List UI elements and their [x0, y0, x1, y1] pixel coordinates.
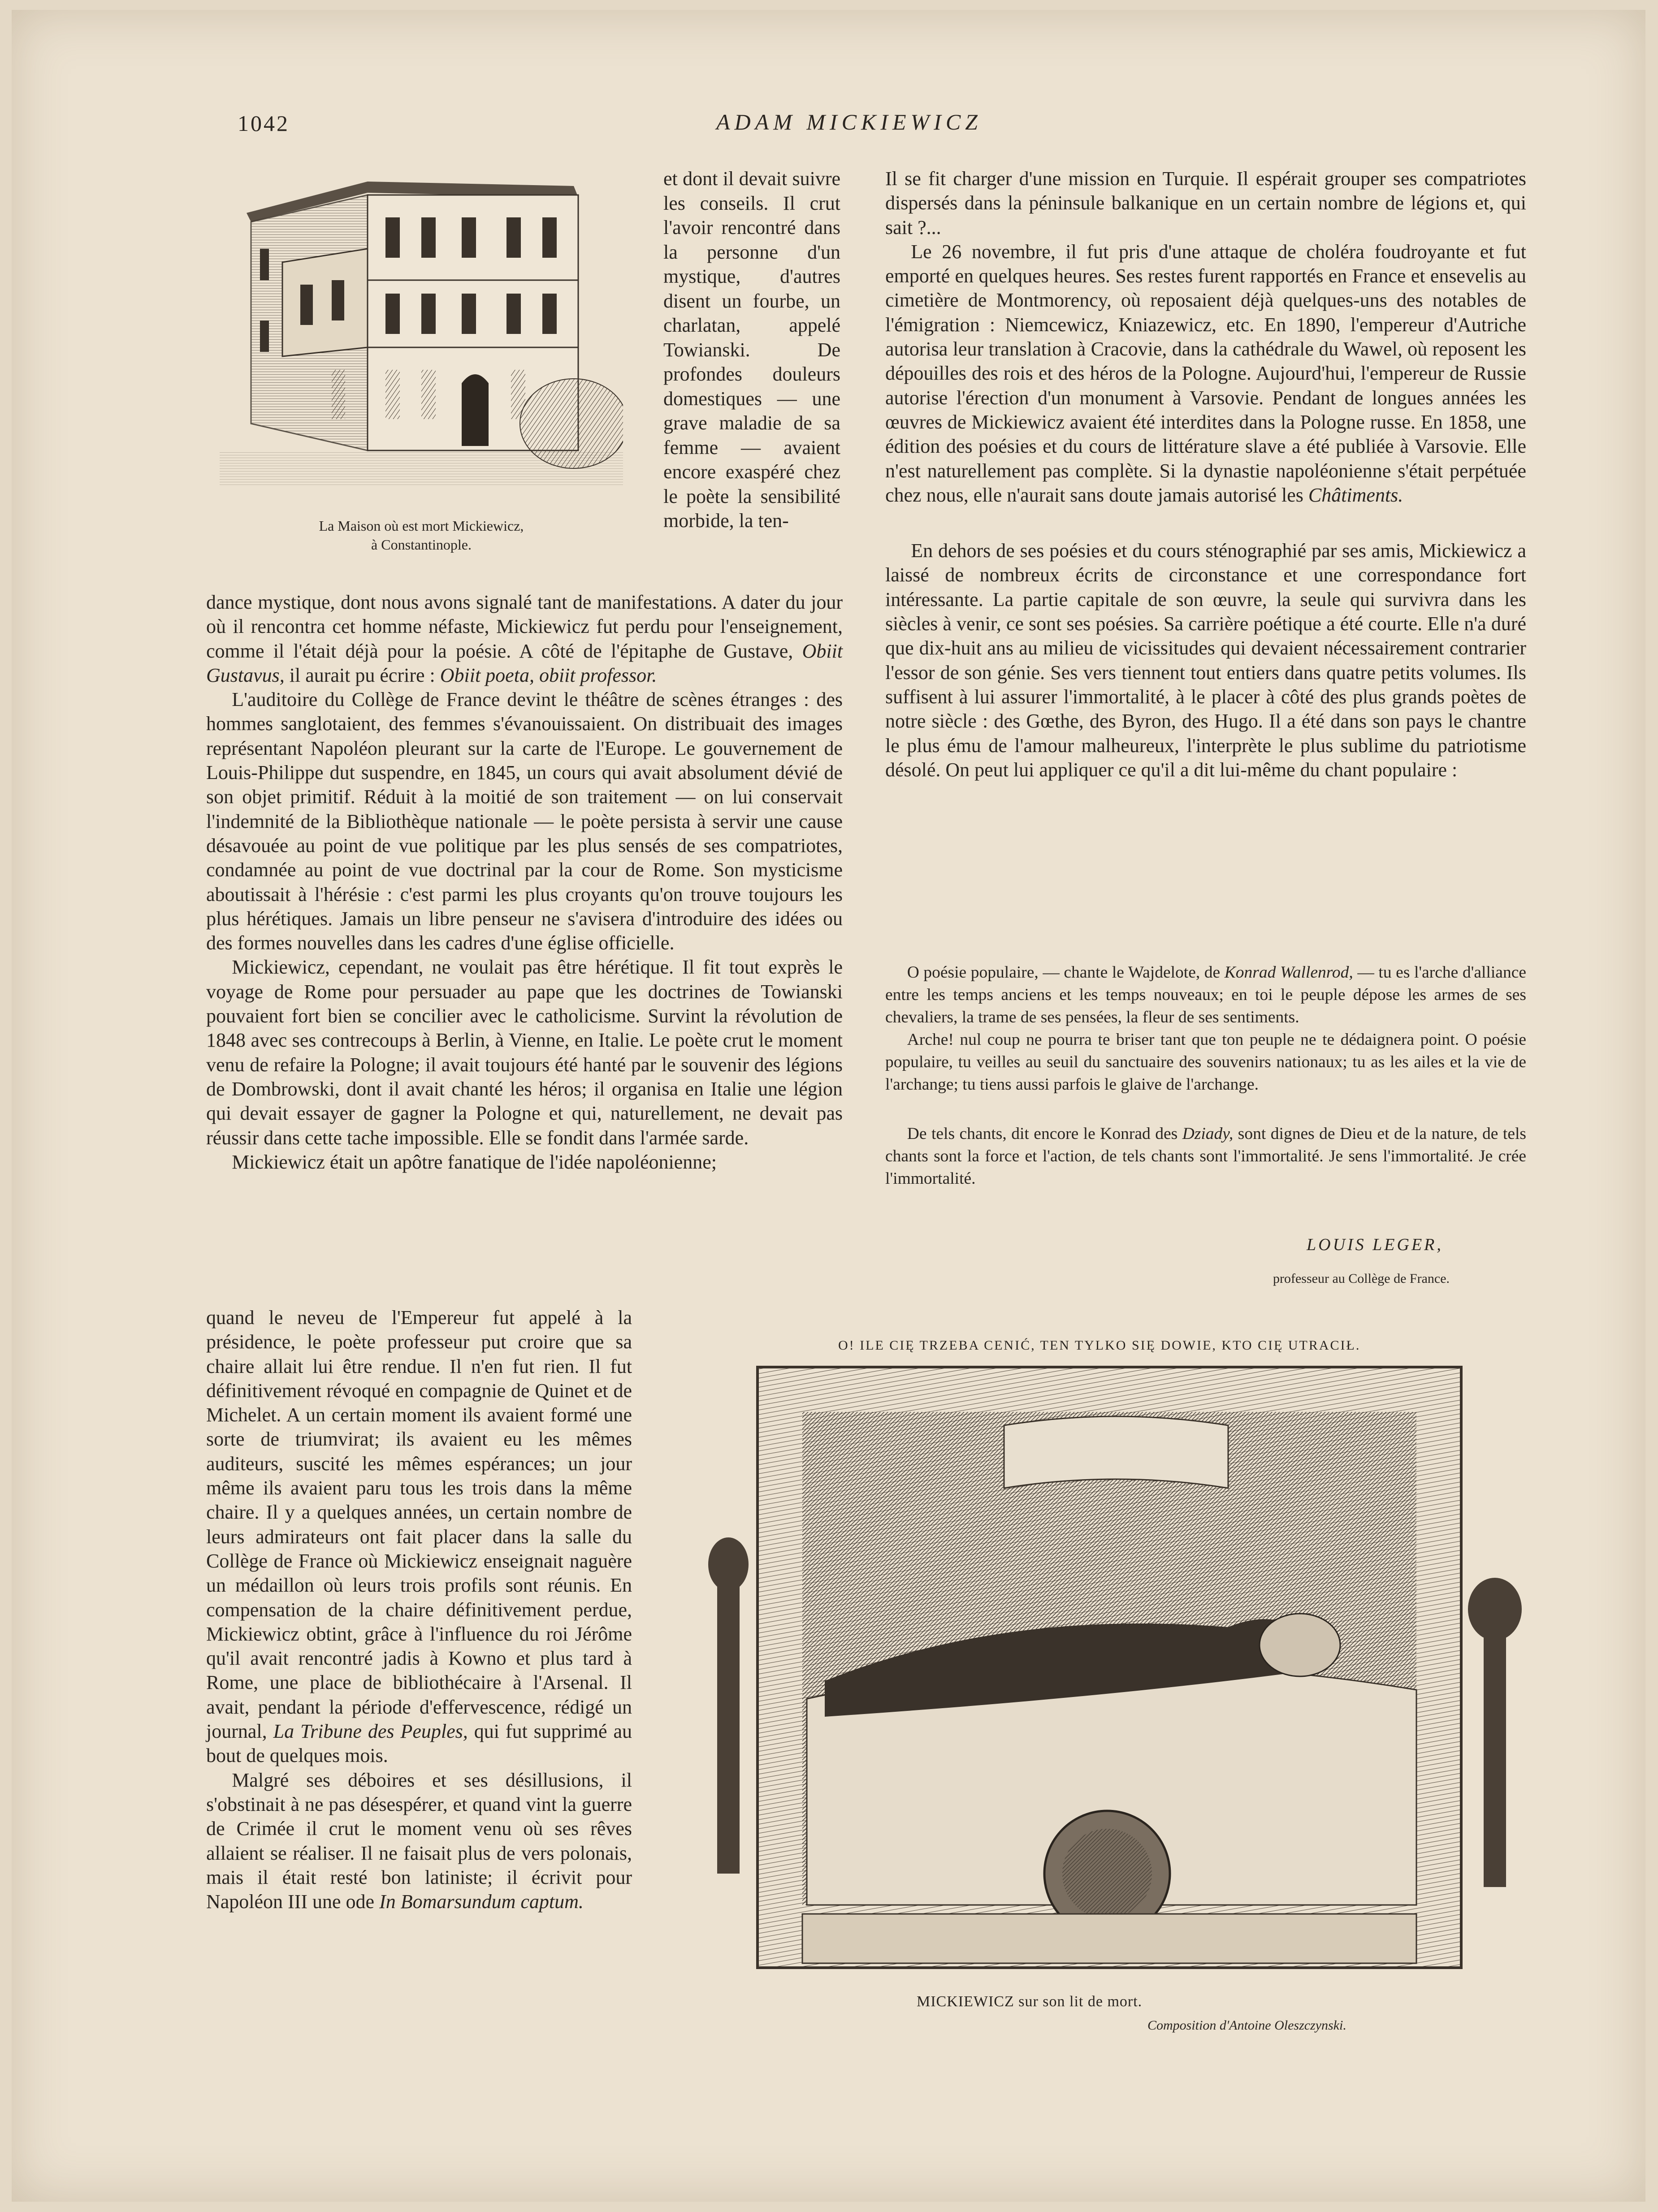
narrow-column-top: [663, 167, 840, 533]
deathbed-illustration: [690, 1358, 1528, 1977]
author-signature: LOUIS LEGER,: [1307, 1235, 1443, 1254]
house-caption: [220, 516, 623, 554]
poem-stanza-1: [885, 961, 1526, 1029]
paragraph-cholera-text: Le 26 novembre, il fut pris d'une attaque de choléra foudroyante et fut emporté en quelques heures. Ses restes furent rapportés en France et ensevelis au cimetière de Montmorency, où reposaient déjà quelques-uns des notables de l'émigration : Niemcewicz, Kniazewicz, etc. En 1890, l'empereur d'Autriche autorisa leur translation à Cracovie, dans la cathédrale du Wawel, où reposent les dépouilles des rois et des héros de la Pologne. Aujourd'hui, l'empereur de Russie autorise l'érection d'un monument à Varsovie. Pendant de longues années les œuvres de Mickiewicz avaient été interdites dans la Pologne russe. En 1858, une édition des poésies et du cours de littérature slave a été publiée à Varsovie. Elle n'est naturellement pas complète. Si la dynastie napoléonienne s'était perpétuée chez nous, elle n'aurait sans doute jamais autorisé les: [885, 240, 1526, 506]
poem-stanza-1-a: O poésie populaire, — chante le Wajdelote, de: [907, 963, 1225, 982]
plate-caption: MICKIEWICZ sur son lit de mort.: [917, 1993, 1143, 2010]
paragraph-towianski: et dont il devait suivre les conseils. Il crut l'avoir rencontré dans la personne d'un mystique, d'autres disent un fourbe, un charlatan, appelé Towianski. De profondes douleurs domestiques — une grave maladie de sa femme — avaient encore exaspéré chez le poète la sensibilité morbide, la ten-: [663, 168, 840, 532]
plate-credit: Composition d'Antoine Oleszczynski.: [1147, 2018, 1346, 2033]
right-column: [885, 167, 1526, 782]
paragraph-heretique: Mickiewicz, cependant, ne voulait pas être hérétique. Il fit tout exprès le voyage de Rome pour persuader au pape que les doctrines de Towianski pouvaient fort bien se concilier avec le catholicisme. Survint la révolution de 1848 avec ses contrecoups à Berlin, à Vienne, en Italie. Le poète crut le moment venu de refaire la Pologne; il avait toujours été hanté par le souvenir des légions de Dombrowski, dont il avait chanté les héros; il organisa en Italie une légion qui devait essayer de gagner la Pologne et qui, naturellement, ne devait pas réussir dans cette tache impossible. Elle se fondit dans l'armée sarde.: [206, 956, 843, 1149]
house-caption-line-2: à Constantinople.: [371, 537, 472, 553]
paragraph-crimee: [206, 1768, 632, 1914]
poem-stanza-1-em: Konrad Wallenrod,: [1224, 963, 1353, 982]
paragraph-presidence: [206, 1306, 632, 1768]
paragraph-epitaph-text: dance mystique, dont nous avons signalé tant de manifestations. A dater du jour où il rencontra cet homme néfaste, Mickiewicz fut perdu pour l'enseignement, comme il l'était déjà pour la poésie. A côté de l'épitaphe de Gustave,: [206, 591, 843, 662]
paragraph-auditoire: L'auditoire du Collège de France devint le théâtre de scènes étranges : des hommes sanglotaient, des femmes s'évanouissaient. On distribuait des images représentant Napoléon pleurant sur la carte de l'Europe. Le gouvernement de Louis-Philippe dut suspendre, en 1845, un cours qui avait absolument dévié de son objet primitif. Réduit à la moitié de son traitement — on lui conservait l'indemnité de la Bibliothèque nationale — le poète persista à servir une cause désavouée au point de vue politique par les plus sensés de ses compatriotes, condamnée au point de vue doctrinal par la cour de Rome. Son mysticisme aboutissait à l'hérésie : c'est parmi les plus croyants qu'on trouve toujours les plus hérétiques. Jamais un libre penseur ne s'avisera d'introduire des idées ou des formes nouvelles dans les cadres d'une église officielle.: [206, 688, 843, 954]
paragraph-epitaph-em1: Obiit Gustavus,: [206, 640, 843, 686]
paragraph-epitaph: [206, 590, 843, 688]
house-illustration: [220, 173, 623, 486]
paragraph-crimee-em: In Bomarsundum captum.: [379, 1891, 584, 1913]
paragraph-cholera-em: Châtiments.: [1308, 484, 1403, 506]
poem-stanza-3: [885, 1123, 1526, 1190]
poem-stanza-2: Arche! nul coup ne pourra te briser tant que ton peuple ne te dédaignera point. O poésie populaire, tu veilles au seuil du sanctuaire des souvenirs nationaux; tu as les ailes et la vie de l'archange; tu tiens aussi parfois le glaive de l'archange.: [885, 1030, 1526, 1094]
poem-stanza-1-b: — tu es l'arche d'alliance entre les temps anciens et les temps nouveaux; en toi le peuple dépose les armes de ses chevaliers, la trame de ses pensées, la fleur de ses sentiments.: [885, 963, 1526, 1026]
plate-inscription: O! ILE CIĘ TRZEBA CENIĆ, TEN TYLKO SIĘ DOWIE, KTO CIĘ UTRACIŁ.: [838, 1338, 1361, 1353]
paragraph-epitaph-em2: Obiit poeta, obiit professor.: [440, 664, 657, 686]
deathbed-engraving: [690, 1358, 1528, 1977]
paragraph-cholera: [885, 240, 1526, 507]
left-column-bottom: [206, 1306, 632, 1914]
running-title: ADAM MICKIEWICZ: [716, 109, 982, 134]
author-title: professeur au Collège de France.: [1273, 1271, 1450, 1286]
poem-block: [885, 961, 1526, 1190]
paragraph-presidence-end: qui fut supprimé au bout de quelques mois.: [206, 1720, 632, 1767]
paragraph-oeuvres: En dehors de ses poésies et du cours sténographié par ses amis, Mickiewicz a laissé de nombreux écrits de circonstance et une correspondance fort intéressante. La partie capitale de son œuvre, la seule qui survivra dans les siècles à venir, ce sont ses poésies. Sa carrière poétique a été courte. Elle n'a duré que dix-huit ans au milieu de vicissitudes qui devaient nécessairement contrarier l'essor de son génie. Ses vers tiennent tout entiers dans quatre petits volumes. Ils suffisent à lui assurer l'immortalité, à le placer à côté des plus grands poètes de notre siècle : des Gœthe, des Byron, des Hugo. Il a été dans son pays le chantre le plus ému de l'amour malheureux, l'interprète le plus sublime du patriotisme désolé. On peut lui appliquer ce qu'il a dit lui-même du chant populaire :: [885, 540, 1526, 781]
page-number: 1042: [238, 111, 290, 136]
poem-stanza-3-b: sont dignes de Dieu et de la nature, de tels chants sont la force et l'action, de tels chants sont l'immortalité. Je sens l'immortalité. Je crée l'immortalité.: [885, 1125, 1526, 1188]
paragraph-crimee-text: Malgré ses déboires et ses désillusions, il s'obstinait à ne pas désespérer, et quand vint la guerre de Crimée il crut le moment venu où ses rêves allaient se réaliser. Il ne faisait plus de vers polonais, mais il était resté bon latiniste; il écrivit pour Napoléon III une ode: [206, 1769, 632, 1913]
paragraph-epitaph-mid: il aurait pu écrire :: [284, 664, 440, 686]
paragraph-presidence-text: quand le neveu de l'Empereur fut appelé à la présidence, le poète professeur put croire que sa chaire allait lui être rendue. Il n'en fut rien. Il fut définitivement révoqué en compagnie de Quinet et de Michelet. A un certain moment ils avaient formé une sorte de triumvirat; ils avaient eu les mêmes auditeurs, suscité les mêmes espérances; un jour même ils avaient paru tous les trois dans la même chaire. Il y a quelques années, un certain nombre de leurs admirateurs ont fait placer dans la salle du Collège de France où Mickiewicz enseignait naguère un médaillon où leurs trois profils sont réunis. En compensation de la chaire définitivement perdue, Mickiewicz obtint, grâce à l'influence du roi Jérôme qu'il avait rencontré jadis à Kowno et plus tard à Rome, une place de bibliothécaire à l'Arsenal. Il avait, pendant la période d'effervescence, rédigé un journal,: [206, 1307, 632, 1743]
paragraph-presidence-em: La Tribune des Peuples,: [273, 1720, 468, 1743]
left-column: [206, 590, 843, 1174]
house-caption-line-1: La Maison où est mort Mickiewicz,: [319, 518, 524, 534]
paragraph-turquie: Il se fit charger d'une mission en Turquie. Il espérait grouper ses compatriotes dispersés dans la péninsule balkanique en un certain nombre de légions et, qui sait ?...: [885, 168, 1526, 238]
poem-stanza-3-a: De tels chants, dit encore le Konrad des: [907, 1125, 1182, 1143]
paragraph-napoleonien-start: Mickiewicz était un apôtre fanatique de l'idée napoléonienne;: [232, 1151, 717, 1173]
poem-stanza-3-em: Dziady,: [1182, 1125, 1234, 1143]
house-engraving: [220, 173, 623, 486]
